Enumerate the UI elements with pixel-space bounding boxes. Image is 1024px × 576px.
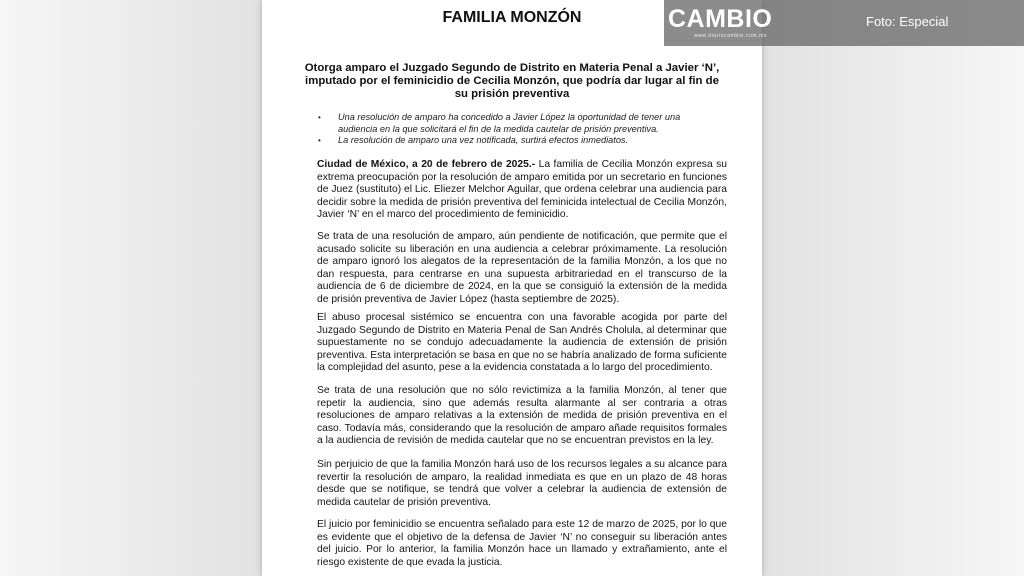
bullet-item (318, 135, 712, 147)
bullet-text: Una resolución de amparo ha concedido a Javier López la oportunidad de tener una audiencia en la que solicitará el fin de la medida cautelar de prisión preventiva. (338, 112, 681, 134)
brand-overlay (664, 0, 1024, 46)
paragraph-3: El abuso procesal sistémico se encuentra con una favorable acogida por parte del Juzgado Segundo de Distrito en Materia Penal de San Andrés Cholula, al determinar que supuestamente no se condujo adecuadamente la audiencia de extensión de prisión preventiva. Esta interpretación se basa en que no se habría analizado de forma suficiente la complejidad del asunto, pese a la evidencia constatada a lo largo del procedimiento. (317, 312, 727, 374)
brand-url: www.diariocambio.com.mx (694, 33, 767, 39)
paragraph-1 (317, 159, 727, 222)
summary-bullets (318, 112, 712, 147)
photo-credit: Foto: Especial (866, 14, 949, 29)
cambio-logo: CAMBIO (668, 5, 773, 33)
bullet-icon: • (318, 136, 321, 145)
paragraph-6: El juicio por feminicidio se encuentra señalado para este 12 de marzo de 2025, por lo que es evidente que el objetivo de la defensa de Javier ‘N’ no conseguir su liberación antes del juicio. Por lo anterior, la familia Monzón hace un llamado y extrañamiento, ante el riesgo existente de que evada la justicia. (317, 519, 727, 568)
dateline: Ciudad de México, a 20 de febrero de 2025.- (317, 159, 536, 170)
background-left (0, 0, 262, 576)
paragraph-4: Se trata de una resolución que no sólo revictimiza a la familia Monzón, al tener que repetir la audiencia, sino que además resulta alarmante al ser contraria a otras resoluciones de amparo relativas a la extensión de medida de prisión preventiva en el caso. Todavía más, considerando que la resolución de amparo añade requisitos formales a la audiencia de revisión de medida cautelar que no se encuentran previstos en la ley. (317, 385, 727, 447)
bullet-icon: • (318, 113, 321, 122)
bullet-text: La resolución de amparo una vez notificada, surtirá efectos inmediatos. (338, 135, 629, 145)
statement-document (262, 0, 762, 576)
paragraph-2: Se trata de una resolución de amparo, aún pendiente de notificación, que permite que el acusado solicite su liberación en una audiencia a celebrar próximamente. La resolución de amparo ignoró los alegatos de la representación de la familia Monzón, a los que no dan respuesta, para centrarse en una supuesta arbitrariedad en el transcurso de la audiencia de 6 de diciembre de 2024, en la que se consiguió la extensión de la medida de prisión preventiva de Javier López (hasta septiembre de 2025). (317, 231, 727, 305)
background-right (762, 0, 1024, 576)
paragraph-1-text: La familia de Cecilia Monzón expresa su extrema preocupación por la resolución de amparo emitida por un secretario en funciones de Juez (sustituto) el Lic. Eliezer Melchor Aguilar, que ordena celebrar una audiencia para decidir sobre la medida de prisión preventiva del feminicida intelectual de Cecilia Monzón, Javier ‘N’ en el marco del procedimiento de feminicidio. (317, 159, 727, 221)
statement-headline: Otorga amparo el Juzgado Segundo de Distrito en Materia Penal a Javier ‘N’, imputado por el feminicidio de Cecilia Monzón, que podría dar lugar al fin de su prisión preventiva (304, 62, 720, 100)
document-header: FAMILIA MONZÓN (442, 9, 582, 26)
paragraph-5: Sin perjuicio de que la familia Monzón hará uso de los recursos legales a su alcance para revertir la resolución de amparo, la realidad inmediata es que en un plazo de 48 horas desde que se notifique, se tendrá que volver a celebrar la audiencia de extensión de medida cautelar de prisión preventiva. (317, 459, 727, 508)
bullet-item (318, 112, 712, 135)
